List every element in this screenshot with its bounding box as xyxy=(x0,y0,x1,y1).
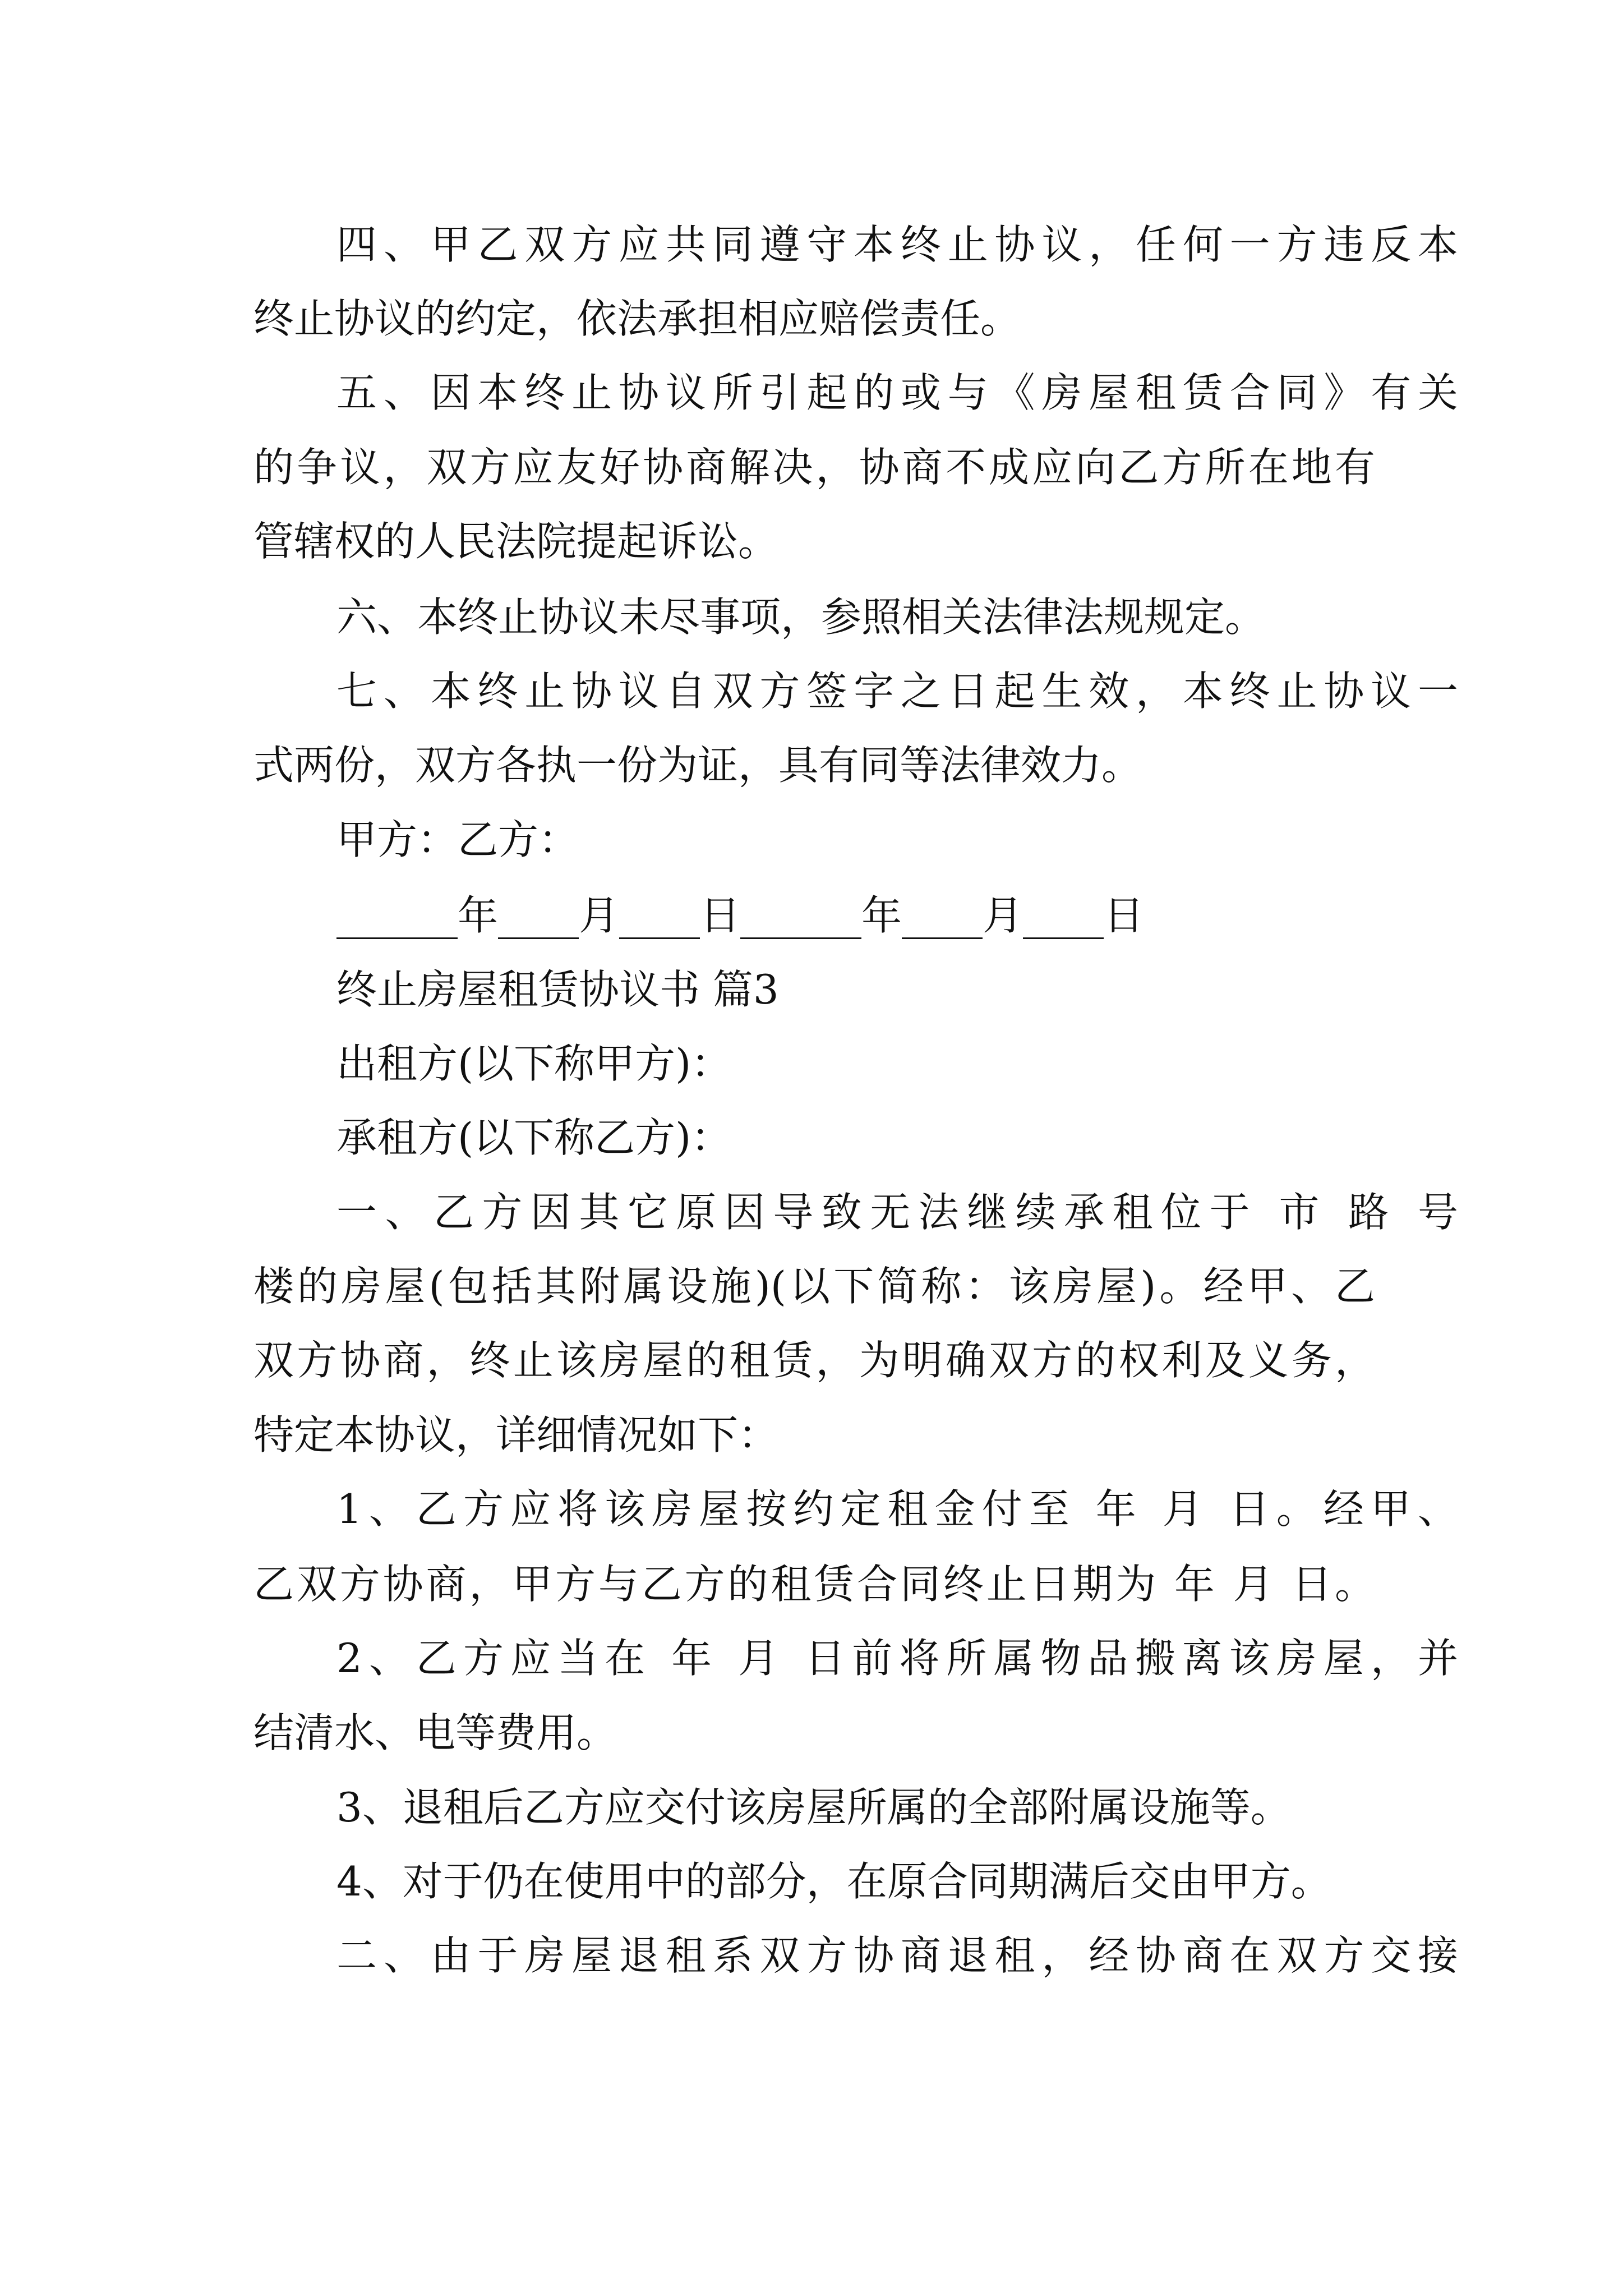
lessee-line: 承租方(以下称乙方)： xyxy=(336,1114,732,1161)
section-title: 终止房屋租赁协议书 篇3 xyxy=(336,966,779,1013)
signature-label-line: 甲方：乙方： xyxy=(336,816,579,863)
paragraph-line: 一、乙方因其它原因导致无法继续承租位于 市 路 号 xyxy=(336,1189,1458,1236)
paragraph-line: 式两份，双方各执一份为证，具有同等法律效力。 xyxy=(253,742,1142,789)
paragraph-line: 六、本终止协议未尽事项，参照相关法律法规规定。 xyxy=(336,593,1266,641)
paragraph-line: 特定本协议，详细情况如下： xyxy=(253,1411,779,1458)
paragraph-line: 七、本终止协议自双方签字之日起生效，本终止协议一 xyxy=(336,668,1458,715)
paragraph-line: 楼的房屋(包括其附属设施)(以下简称：该房屋)。经甲、乙 xyxy=(253,1263,1375,1310)
paragraph-line: 乙双方协商，甲方与乙方的租赁合同终止日期为 年 月 日。 xyxy=(253,1561,1375,1608)
paragraph-line: 管辖权的人民法院提起诉讼。 xyxy=(253,518,779,565)
paragraph-line: 四、甲乙双方应共同遵守本终止协议，任何一方违反本 xyxy=(336,221,1458,268)
paragraph-line: 4、对于仍在使用中的部分，在原合同期满后交由甲方。 xyxy=(336,1858,1331,1905)
paragraph-line: 的争议，双方应友好协商解决，协商不成应向乙方所在地有 xyxy=(253,444,1375,491)
lessor-line: 出租方(以下称甲方)： xyxy=(336,1040,732,1087)
paragraph-line: 双方协商，终止该房屋的租赁，为明确双方的权利及义务， xyxy=(253,1337,1375,1384)
paragraph-line: 结清水、电等费用。 xyxy=(253,1709,617,1756)
paragraph-line: 二、由于房屋退租系双方协商退租，经协商在双方交接 xyxy=(336,1932,1458,1979)
paragraph-line: 2、乙方应当在 年 月 日前将所属物品搬离该房屋，并 xyxy=(336,1635,1458,1682)
paragraph-line: 终止协议的约定，依法承担相应赔偿责任。 xyxy=(253,295,1021,342)
paragraph-line: 1、乙方应将该房屋按约定租金付至 年 月 日。经甲、 xyxy=(336,1485,1458,1533)
paragraph-line: 五、因本终止协议所引起的或与《房屋租赁合同》有关 xyxy=(336,369,1458,416)
paragraph-line: 3、退租后乙方应交付该房屋所属的全部附属设施等。 xyxy=(336,1784,1291,1831)
date-blank-line: ______年____月____日______年____月____日 xyxy=(336,892,1144,939)
